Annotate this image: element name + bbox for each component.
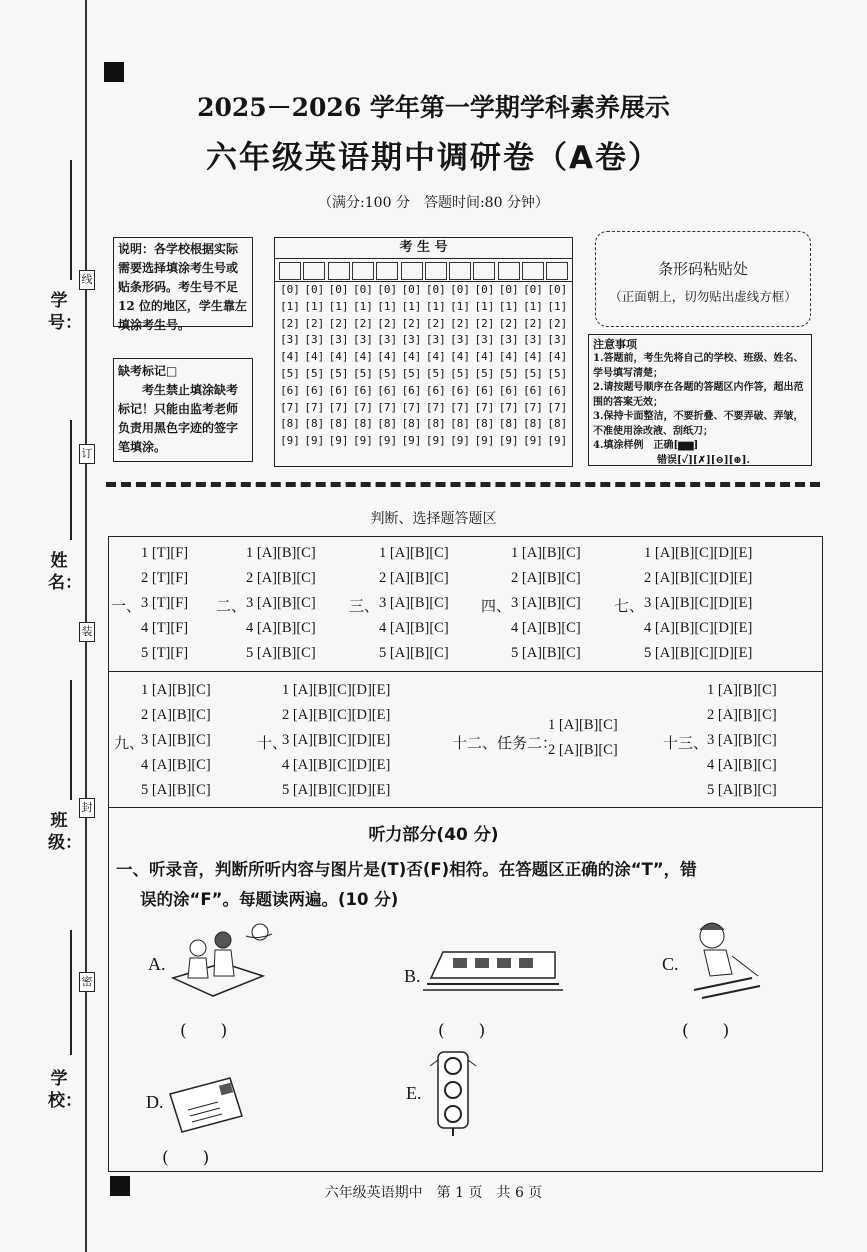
seal-feng: 封 [79,798,95,818]
digit-bubble[interactable]: [3] [450,333,471,347]
answer-item[interactable]: 3 [T][F] [141,595,189,611]
digit-bubble[interactable]: [8] [377,417,398,431]
answer-item[interactable]: 1 [T][F] [141,545,189,561]
digit-bubble[interactable]: [3] [474,333,495,347]
digit-write-box[interactable] [376,262,398,280]
picture-paren-d[interactable]: ( ) [162,1148,210,1168]
digit-bubble[interactable]: [8] [280,417,300,431]
instructions-box [113,237,253,332]
digit-bubble[interactable]: [2] [280,316,300,330]
answer-item[interactable]: 5 [A][B][C] [379,645,449,661]
digit-bubble[interactable]: [0] [523,283,543,296]
digit-bubble-column[interactable] [279,282,301,450]
section-label: 二、 [216,597,247,615]
digit-bubble[interactable]: [0] [377,283,398,296]
absent-text: 考生禁止填涂缺考标记！只能由监考老师负责用黑色字迹的签字笔填涂。 [118,383,239,454]
digit-bubble[interactable]: [5] [280,366,300,380]
digit-bubble[interactable]: [9] [377,434,398,448]
digit-bubble[interactable]: [3] [280,333,300,347]
digit-bubble[interactable]: [5] [523,366,543,380]
digit-bubble[interactable]: [7] [401,400,422,414]
digit-bubble[interactable]: [9] [352,434,373,448]
answer-item[interactable]: 2 [A][B][C] [548,742,618,758]
digit-bubble[interactable]: [8] [474,417,495,431]
digit-bubble-column[interactable] [376,282,398,450]
section-label: 十二、任务二： [452,734,558,752]
digit-bubble[interactable]: [1] [425,299,446,313]
seal-xian: 线 [79,270,95,290]
digit-bubble[interactable]: [8] [304,417,325,431]
digit-bubble[interactable]: [1] [280,299,300,313]
answer-item[interactable]: 1 [A][B][C] [511,545,581,561]
answer-item[interactable]: 5 [A][B][C][D][E] [282,782,391,798]
digit-bubble[interactable]: [4] [450,350,471,364]
digit-bubble[interactable]: [4] [425,350,446,364]
digit-bubble[interactable]: [3] [352,333,373,347]
barcode-title: 条形码粘贴处 [657,260,748,278]
answer-item[interactable]: 4 [A][B][C] [141,757,211,773]
exam-number-write-row[interactable] [275,259,572,282]
digit-bubble[interactable]: [2] [450,316,471,330]
digit-bubble[interactable]: [0] [450,283,471,296]
digit-bubble[interactable]: [1] [474,299,495,313]
answer-item[interactable]: 3 [A][B][C] [511,595,581,611]
side-label-banji: 班级： [48,811,82,853]
digit-bubble[interactable]: [7] [425,400,446,414]
absent-box [113,358,253,462]
digit-bubble[interactable]: [6] [523,383,543,397]
exam-number-title: 考 生 号 [275,238,572,259]
digit-bubble[interactable]: [9] [401,434,422,448]
digit-bubble[interactable]: [0] [474,283,495,296]
letter-icon [166,1074,246,1136]
digit-bubble[interactable]: [5] [547,366,568,380]
digit-write-box[interactable] [401,262,423,280]
listening-q1-line2: 误的涂“F”。每题读两遍。(10 分) [140,890,399,909]
answer-item[interactable]: 3 [A][B][C][D][E] [644,595,753,611]
digit-bubble[interactable]: [2] [547,316,568,330]
answer-item[interactable]: 4 [A][B][C] [379,620,449,636]
answer-item[interactable]: 1 [A][B][C] [548,717,618,733]
digit-bubble[interactable]: [5] [328,366,349,380]
digit-bubble-column[interactable] [473,282,495,450]
digit-bubble[interactable]: [3] [425,333,446,347]
answer-item[interactable]: 3 [A][B][C] [141,732,211,748]
digit-bubble[interactable]: [5] [425,366,446,380]
digit-bubble[interactable]: [8] [401,417,422,431]
answer-item[interactable]: 5 [A][B][C] [246,645,316,661]
answer-item[interactable]: 2 [A][B][C] [379,570,449,586]
digit-write-box[interactable] [279,262,301,280]
digit-bubble[interactable]: [4] [523,350,543,364]
digit-bubble[interactable]: [0] [352,283,373,296]
digit-bubble-column[interactable] [522,282,544,450]
digit-bubble[interactable]: [3] [401,333,422,347]
digit-bubble[interactable]: [1] [304,299,325,313]
footer-text: 六年级英语期中 第 1 页 共 6 页 [324,1185,543,1201]
digit-bubble[interactable]: [7] [498,400,519,414]
digit-bubble[interactable]: [7] [352,400,373,414]
digit-bubble[interactable]: [7] [474,400,495,414]
digit-bubble[interactable]: [7] [523,400,543,414]
seal-ding: 订 [79,444,95,464]
digit-bubble[interactable]: [4] [328,350,349,364]
digit-bubble[interactable]: [3] [523,333,543,347]
digit-bubble[interactable]: [1] [352,299,373,313]
digit-bubble[interactable]: [5] [498,366,519,380]
digit-bubble[interactable]: [1] [547,299,568,313]
digit-bubble[interactable]: [8] [523,417,543,431]
answer-item[interactable]: 3 [A][B][C][D][E] [282,732,391,748]
digit-bubble[interactable]: [5] [474,366,495,380]
digit-bubble[interactable]: [1] [523,299,543,313]
notes-item-1: 1.答题前，考生先将自己的学校、班级、姓名、学号填写清楚； [593,353,804,379]
section-label: 四、 [481,597,512,615]
answer-item[interactable]: 1 [A][B][C] [707,682,777,698]
xuexiao-line[interactable] [70,930,72,1055]
cut-line [106,482,820,487]
digit-write-box[interactable] [449,262,471,280]
answer-item[interactable]: 4 [T][F] [141,620,189,636]
digit-bubble[interactable]: [8] [547,417,568,431]
answer-item[interactable]: 2 [A][B][C] [511,570,581,586]
picture-letter-e: E. [406,1083,422,1103]
digit-bubble[interactable]: [4] [377,350,398,364]
digit-bubble[interactable]: [0] [328,283,349,296]
digit-bubble[interactable]: [9] [304,434,325,448]
digit-bubble[interactable]: [2] [401,316,422,330]
barcode-subtitle: （正面朝上，切勿贴出虚线方框） [609,289,797,304]
digit-bubble[interactable]: [3] [547,333,568,347]
digit-bubble[interactable]: [5] [304,366,325,380]
exam-number-bubbles[interactable] [275,280,572,465]
digit-bubble[interactable]: [6] [352,383,373,397]
digit-bubble[interactable]: [1] [328,299,349,313]
digit-bubble[interactable]: [3] [328,333,349,347]
digit-bubble[interactable]: [2] [377,316,398,330]
digit-bubble-column[interactable] [449,282,471,450]
digit-bubble[interactable]: [6] [474,383,495,397]
notes-item-3: 3.保持卡面整洁，不要折叠、不要弄破、弄皱，不准使用涂改液、刮纸刀； [593,411,804,437]
train-icon [423,938,563,1000]
digit-bubble-column[interactable] [401,282,423,450]
answer-item[interactable]: 2 [A][B][C] [707,707,777,723]
digit-bubble[interactable]: [4] [280,350,300,364]
answer-item[interactable]: 2 [T][F] [141,570,189,586]
answer-item[interactable]: 3 [A][B][C] [707,732,777,748]
digit-bubble[interactable]: [5] [401,366,422,380]
digit-bubble[interactable]: [7] [547,400,568,414]
notes-box [588,334,812,466]
digit-bubble[interactable]: [6] [450,383,471,397]
answer-item[interactable]: 4 [A][B][C] [707,757,777,773]
answer-item[interactable]: 1 [A][B][C] [246,545,316,561]
answer-item[interactable]: 3 [A][B][C] [379,595,449,611]
digit-bubble[interactable]: [4] [352,350,373,364]
listening-title: 听力部分(40 分) [368,825,499,845]
answer-area-title: 判断、选择题答题区 [370,511,497,527]
answer-item[interactable]: 4 [A][B][C][D][E] [282,757,391,773]
digit-bubble[interactable]: [6] [425,383,446,397]
answer-item[interactable]: 5 [T][F] [141,645,189,661]
digit-bubble[interactable]: [6] [377,383,398,397]
digit-bubble[interactable]: [3] [498,333,519,347]
exam-info: （满分:100 分 答题时间:80 分钟） [318,195,549,211]
divider-1 [108,671,823,672]
digit-bubble[interactable]: [9] [328,434,349,448]
digit-bubble[interactable]: [4] [498,350,519,364]
seal-zhuang: 装 [79,622,95,642]
corner-mark-top [104,62,124,82]
digit-bubble[interactable]: [3] [377,333,398,347]
digit-bubble-column[interactable] [303,282,325,450]
digit-bubble[interactable]: [1] [450,299,471,313]
digit-bubble[interactable]: [1] [377,299,398,313]
digit-bubble[interactable]: [7] [328,400,349,414]
answer-item[interactable]: 1 [A][B][C][D][E] [282,682,391,698]
answer-item[interactable]: 5 [A][B][C] [141,782,211,798]
notes-item-5: 错误[✓][✗][⊖][⊕]. [657,454,750,466]
answer-item[interactable]: 4 [A][B][C] [246,620,316,636]
side-label-xuexiao: 学校： [48,1069,82,1111]
answer-item[interactable]: 1 [A][B][C] [141,682,211,698]
answer-item[interactable]: 2 [A][B][C][D][E] [282,707,391,723]
digit-bubble[interactable]: [9] [474,434,495,448]
picture-paren-a[interactable]: ( ) [180,1021,228,1041]
picture-paren-c[interactable]: ( ) [682,1021,730,1041]
digit-bubble[interactable]: [6] [401,383,422,397]
digit-bubble[interactable]: [9] [498,434,519,448]
answer-item[interactable]: 1 [A][B][C] [379,545,449,561]
digit-bubble[interactable]: [8] [450,417,471,431]
section-label: 十三、 [663,734,709,752]
answer-item[interactable]: 5 [A][B][C] [511,645,581,661]
section-label: 一、 [111,597,142,615]
side-label-xingming: 姓名： [48,551,82,593]
digit-bubble[interactable]: [6] [304,383,325,397]
digit-bubble[interactable]: [4] [547,350,568,364]
digit-write-box[interactable] [546,262,568,280]
picture-letter-c: C. [662,954,679,974]
digit-bubble[interactable]: [4] [304,350,325,364]
picture-paren-b[interactable]: ( ) [438,1021,486,1041]
digit-bubble[interactable]: [8] [498,417,519,431]
answer-item[interactable]: 3 [A][B][C] [246,595,316,611]
digit-bubble[interactable]: [3] [304,333,325,347]
digit-bubble[interactable]: [8] [352,417,373,431]
digit-bubble[interactable]: [9] [547,434,568,448]
digit-bubble[interactable]: [8] [425,417,446,431]
digit-bubble[interactable]: [0] [280,283,300,296]
digit-bubble[interactable]: [5] [450,366,471,380]
picture-letter-a: A. [148,954,166,974]
barcode-area [595,231,811,327]
section-label: 七、 [614,597,645,615]
section-label: 三、 [349,597,380,615]
digit-bubble[interactable]: [2] [474,316,495,330]
digit-bubble[interactable]: [7] [280,400,300,414]
answer-item[interactable]: 4 [A][B][C][D][E] [644,620,753,636]
digit-bubble[interactable]: [8] [328,417,349,431]
absent-label[interactable]: 缺考标记□ [118,364,178,378]
digit-bubble-column[interactable] [328,282,350,450]
answer-item[interactable]: 2 [A][B][C][D][E] [644,570,753,586]
answer-item[interactable]: 5 [A][B][C][D][E] [644,645,753,661]
skiing-icon [682,916,774,1002]
digit-bubble[interactable]: [2] [352,316,373,330]
digit-bubble[interactable]: [4] [474,350,495,364]
answer-item[interactable]: 2 [A][B][C] [246,570,316,586]
picture-letter-d: D. [146,1092,164,1112]
digit-bubble-column[interactable] [352,282,374,450]
digit-bubble[interactable]: [6] [328,383,349,397]
digit-bubble[interactable]: [2] [304,316,325,330]
side-label-xuehao: 学号： [48,291,82,333]
seal-mi: 密 [79,972,95,992]
picnic-icon [168,918,278,1000]
digit-bubble[interactable]: [9] [450,434,471,448]
section-label: 十、 [257,734,288,752]
answer-item[interactable]: 4 [A][B][C] [511,620,581,636]
digit-bubble[interactable]: [5] [352,366,373,380]
digit-bubble-column[interactable] [425,282,447,450]
digit-write-box[interactable] [473,262,495,280]
digit-bubble-column[interactable] [498,282,520,450]
digit-write-box[interactable] [522,262,544,280]
xuehao-line[interactable] [70,160,72,280]
digit-write-box[interactable] [303,262,325,280]
digit-bubble[interactable]: [2] [523,316,543,330]
digit-bubble[interactable]: [4] [401,350,422,364]
digit-bubble[interactable]: [7] [377,400,398,414]
digit-bubble[interactable]: [9] [425,434,446,448]
digit-bubble[interactable]: [0] [547,283,568,296]
digit-bubble[interactable]: [2] [328,316,349,330]
digit-bubble[interactable]: [7] [450,400,471,414]
digit-bubble[interactable]: [0] [401,283,422,296]
notes-title: 注意事项 [593,338,637,351]
exam-number-grid [274,237,573,467]
answer-item[interactable]: 2 [A][B][C] [141,707,211,723]
digit-bubble[interactable]: [6] [498,383,519,397]
notes-item-2: 2.请按题号顺序在各题的答题区内作答，超出范围的答案无效； [593,382,804,408]
digit-bubble[interactable]: [0] [425,283,446,296]
digit-bubble[interactable]: [6] [547,383,568,397]
picture-letter-b: B. [404,966,421,986]
digit-bubble[interactable]: [1] [401,299,422,313]
notes-item-4: 4.填涂样例 正确[▆▆] [593,440,699,451]
digit-write-box[interactable] [498,262,520,280]
digit-bubble[interactable]: [5] [377,366,398,380]
answer-item[interactable]: 1 [A][B][C][D][E] [644,545,753,561]
exam-title-line1: 2025－2026 学年第一学期学科素养展示 [197,93,670,122]
digit-bubble[interactable]: [7] [304,400,325,414]
exam-title-line2: 六年级英语期中调研卷（A卷） [206,140,661,176]
digit-bubble[interactable]: [2] [425,316,446,330]
traffic-light-icon [428,1046,478,1138]
digit-bubble[interactable]: [9] [523,434,543,448]
banji-line[interactable] [70,680,72,800]
digit-write-box[interactable] [328,262,350,280]
digit-bubble-column[interactable] [546,282,568,450]
digit-bubble[interactable]: [2] [498,316,519,330]
instructions-text: 说明：各学校根据实际需要选择填涂考生号或贴条形码。考生号不足 12 位的地区，学生靠左填涂考生号。 [118,242,247,332]
answer-item[interactable]: 5 [A][B][C] [707,782,777,798]
digit-bubble[interactable]: [0] [304,283,325,296]
digit-bubble[interactable]: [0] [498,283,519,296]
digit-bubble[interactable]: [9] [280,434,300,448]
digit-bubble[interactable]: [1] [498,299,519,313]
digit-write-box[interactable] [352,262,374,280]
section-label: 九、 [114,734,145,752]
listening-q1-line1: 一、听录音，判断所听内容与图片是(T)否(F)相符。在答题区正确的涂“T”，错 [116,860,697,879]
divider-2 [108,807,823,808]
digit-bubble[interactable]: [6] [280,383,300,397]
digit-write-box[interactable] [425,262,447,280]
